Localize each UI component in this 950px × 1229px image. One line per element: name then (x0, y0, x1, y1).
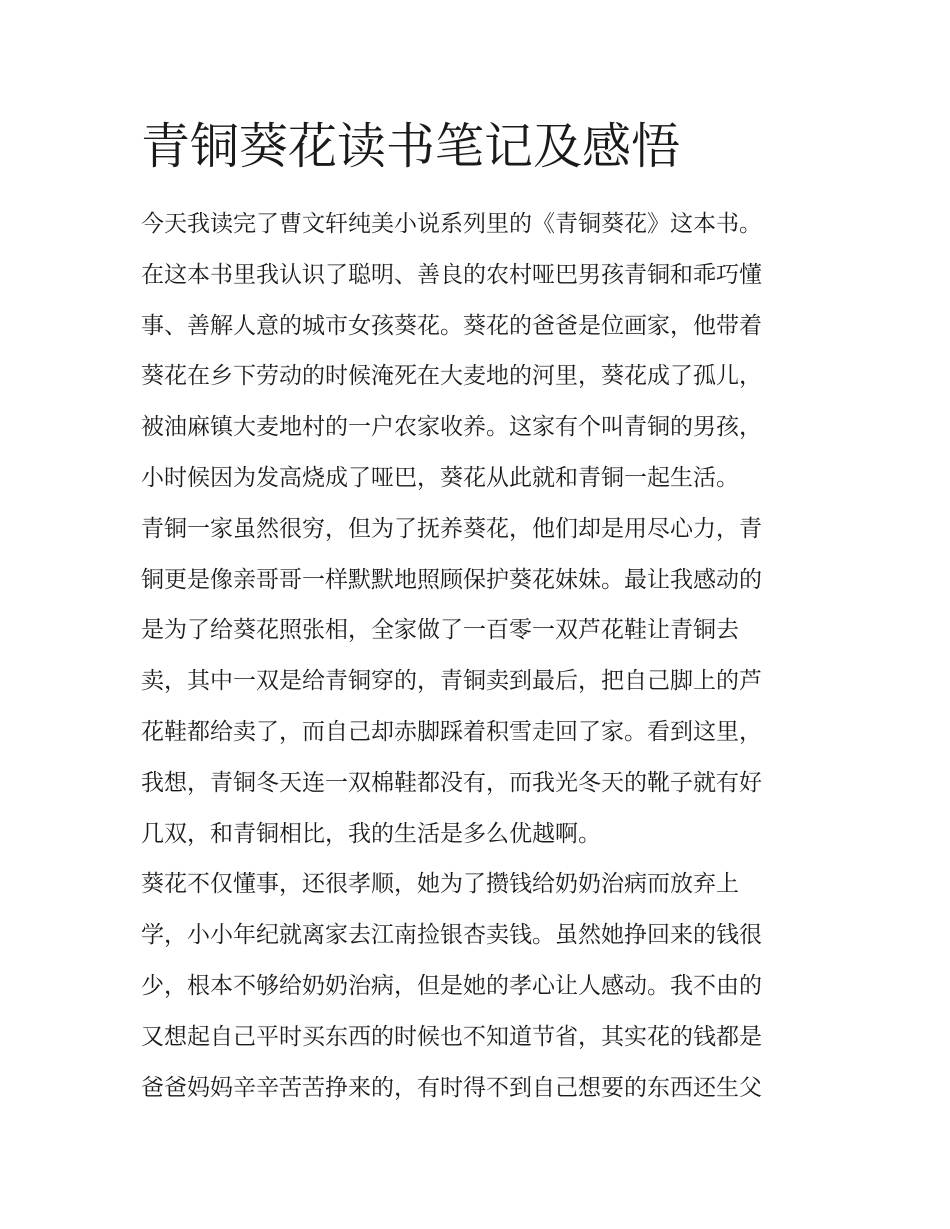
body-line: 葵花在乡下劳动的时候淹死在大麦地的河里，葵花成了孤儿， (141, 363, 762, 390)
body-line: 事、善解人意的城市女孩葵花。葵花的爸爸是位画家，他带着 (141, 312, 762, 339)
body-line: 青铜一家虽然很穷，但为了抚养葵花，他们却是用尽心力，青 (141, 515, 762, 542)
body-line: 几双，和青铜相比，我的生活是多么优越啊。 (141, 820, 601, 847)
body-line: 铜更是像亲哥哥一样默默地照顾保护葵花妹妹。最让我感动的 (141, 566, 762, 593)
body-line: 今天我读完了曹文轩纯美小说系列里的《青铜葵花》这本书。 (141, 211, 762, 237)
body-line: 学，小小年纪就离家去江南捡银杏卖钱。虽然她挣回来的钱很 (141, 922, 762, 949)
body-line: 又想起自己平时买东西的时候也不知道节省，其实花的钱都是 (141, 1023, 762, 1050)
document-title: 青铜葵花读书笔记及感悟 (141, 118, 681, 175)
body-line: 花鞋都给卖了，而自己却赤脚踩着积雪走回了家。看到这里， (141, 718, 762, 745)
document-body (141, 199, 831, 1113)
body-line: 被油麻镇大麦地村的一户农家收养。这家有个叫青铜的男孩， (141, 414, 762, 441)
body-line: 小时候因为发高烧成了哑巴，葵花从此就和青铜一起生活。 (141, 464, 739, 491)
body-line: 是为了给葵花照张相，全家做了一百零一双芦花鞋让青铜去 (141, 617, 739, 644)
body-line: 爸爸妈妈辛辛苦苦挣来的，有时得不到自己想要的东西还生父 (141, 1074, 762, 1101)
body-line: 少，根本不够给奶奶治病，但是她的孝心让人感动。我不由的 (141, 972, 762, 999)
body-line: 葵花不仅懂事，还很孝顺，她为了攒钱给奶奶治病而放弃上 (141, 871, 739, 898)
body-line: 在这本书里我认识了聪明、善良的农村哑巴男孩青铜和乖巧懂 (141, 261, 762, 288)
body-line: 我想，青铜冬天连一双棉鞋都没有，而我光冬天的靴子就有好 (141, 769, 762, 796)
body-line: 卖，其中一双是给青铜穿的，青铜卖到最后，把自己脚上的芦 (141, 668, 762, 695)
